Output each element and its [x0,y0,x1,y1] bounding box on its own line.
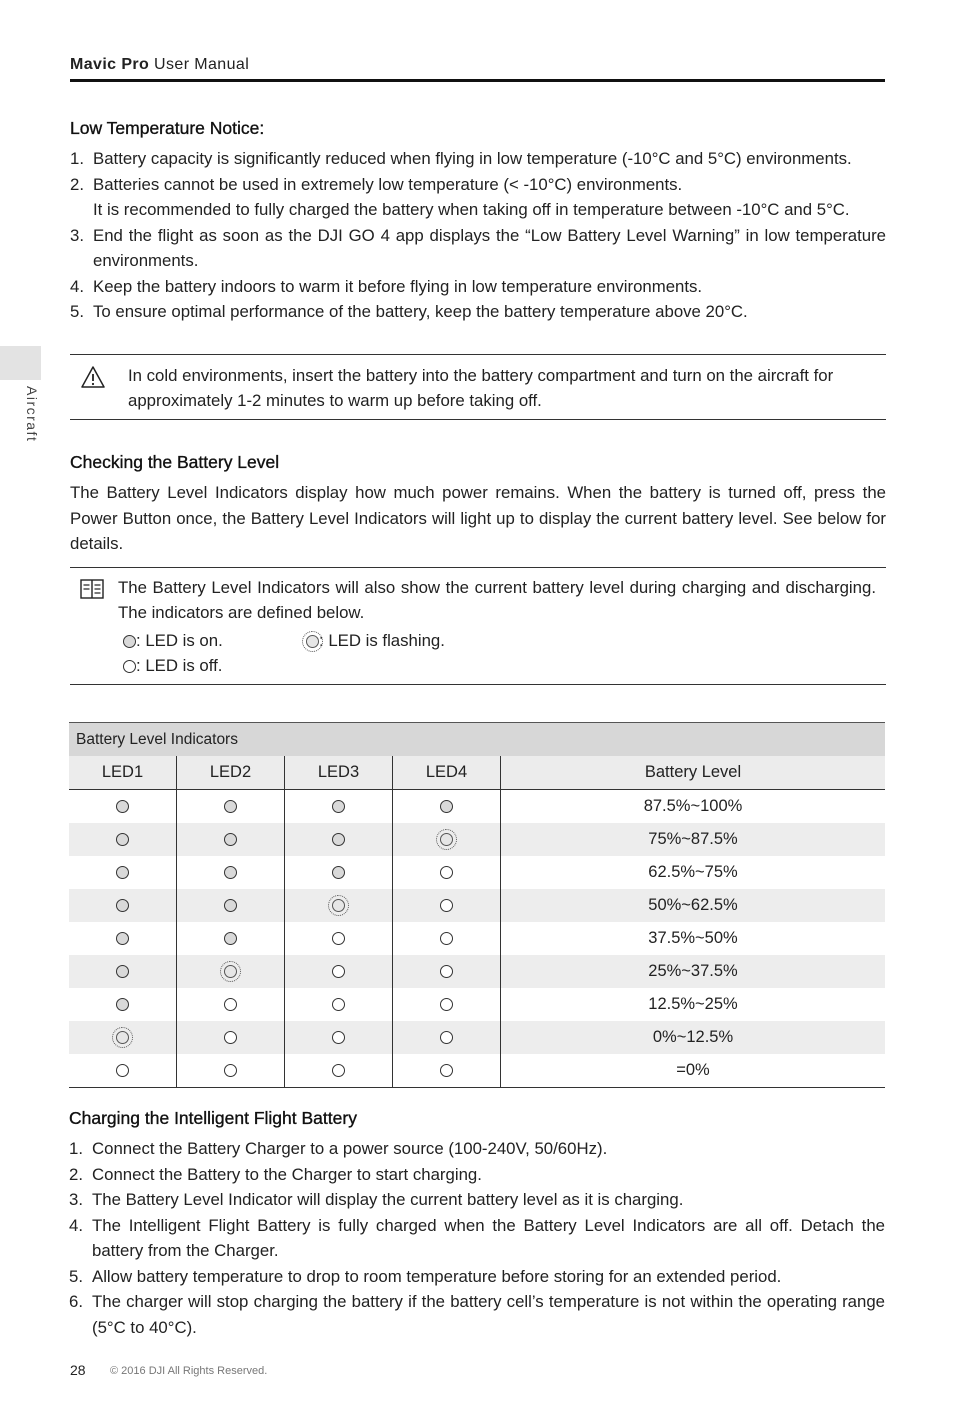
copyright: © 2016 DJI All Rights Reserved. [110,1365,268,1377]
led-cell [393,790,501,824]
led-cell [393,1021,501,1054]
legend-on [123,631,223,651]
led-cell [69,823,177,856]
list-number: 2. [69,1164,83,1184]
warning-text: In cold environments, insert the battery into the battery compartment and turn on the aircraft for approximately 1-2 minutes to warm up before taking off. [128,366,834,410]
list-item [69,1289,885,1340]
led-cell [69,955,177,988]
led-on-icon [116,899,129,912]
list-number: 5. [69,1266,83,1286]
list-item [70,146,886,172]
list-number: 5. [70,302,84,321]
legend-on-label: : LED is on. [136,631,223,650]
led-cell [393,922,501,955]
led-on-icon [116,932,129,945]
list-item [70,223,886,274]
list-number: 2. [70,174,84,194]
low-temp-heading: Low Temperature Notice: [70,118,265,138]
led-cell [393,988,501,1021]
led-cell [285,1054,393,1088]
table-caption: Battery Level Indicators [69,723,885,757]
led-off-icon [332,965,345,978]
led-off-icon [224,998,237,1011]
led-on-icon [123,635,136,648]
led-on-icon [116,866,129,879]
led-cell [69,889,177,922]
header-led2: LED2 [177,756,285,790]
led-flash-icon [332,899,345,912]
header-led3: LED3 [285,756,393,790]
table-row [69,1054,885,1088]
table-row [69,922,885,955]
led-off-icon [440,932,453,945]
led-cell [285,988,393,1021]
brand-name: Mavic Pro [70,56,150,73]
header-led1: LED1 [69,756,177,790]
led-cell [285,889,393,922]
led-off-icon [116,1064,129,1077]
led-off-icon [440,866,453,879]
battery-level-table [69,722,885,1088]
list-number: 4. [70,276,84,296]
led-flash-icon [116,1031,129,1044]
page-footer [70,1362,268,1378]
list-text: Connect the Battery to the Charger to start charging. [92,1164,482,1184]
header-battery-level: Battery Level [501,756,886,790]
table-row [69,856,885,889]
led-cell [177,1021,285,1054]
charging-heading: Charging the Intelligent Flight Battery [69,1108,357,1128]
list-text: The Intelligent Flight Battery is fully charged when the Battery Level Indicators are all off. Detach the battery from the Charger. [92,1215,885,1260]
led-off-icon [224,1031,237,1044]
led-cell [285,955,393,988]
led-flash-icon [224,965,237,978]
list-text: The Battery Level Indicator will display the current battery level as it is charging. [92,1190,684,1209]
table-row [69,889,885,922]
led-off-icon [440,1064,453,1077]
led-cell [393,889,501,922]
battery-level-value: 0%~12.5% [501,1021,886,1054]
led-off-icon [440,965,453,978]
list-item [70,274,886,300]
led-on-icon [332,800,345,813]
led-cell [177,823,285,856]
battery-level-value: =0% [501,1054,886,1088]
battery-level-value: 37.5%~50% [648,929,738,947]
warning-notice [70,354,886,420]
led-cell [69,988,177,1021]
led-cell [393,856,501,889]
legend-off-label: : LED is off. [136,656,223,675]
led-off-icon [332,998,345,1011]
table-row [69,823,885,856]
led-cell [393,823,501,856]
header-led4: LED4 [393,756,501,790]
led-cell [393,1054,501,1088]
led-off-icon [332,1031,345,1044]
table-row [69,1021,885,1054]
list-number: 6. [69,1292,83,1311]
led-cell [177,922,285,955]
list-number: 3. [69,1190,83,1209]
led-off-icon [332,932,345,945]
battery-level-value: 62.5%~75% [648,863,738,881]
led-cell [69,1054,177,1088]
list-text: The charger will stop charging the battery if the battery cell’s temperature is not within the operating range (5°C to 40°C). [92,1292,885,1337]
led-on-icon [440,800,453,813]
list-text: Batteries cannot be used in extremely low temperature (< -10°C) environments. [93,174,683,194]
list-text: To ensure optimal performance of the battery, keep the battery temperature above 20°C. [93,302,748,321]
led-cell [285,922,393,955]
led-cell [177,790,285,824]
low-temp-list [70,146,886,325]
list-item [69,1136,885,1162]
legend-flash-label: : LED is flashing. [319,631,445,650]
led-off-icon [123,660,136,673]
battery-level-value: 50%~62.5% [501,889,886,922]
battery-level-value: 87.5%~100% [643,797,743,815]
led-flashing-icon [306,635,319,648]
led-on-icon [116,800,129,813]
list-text: Connect the Battery Charger to a power source (100-240V, 50/60Hz). [92,1139,608,1158]
table-row [69,988,885,1021]
led-cell [285,1021,393,1054]
led-on-icon [332,833,345,846]
list-number: 1. [70,149,84,168]
led-on-icon [224,833,237,846]
battery-level-value: 12.5%~25% [648,995,738,1013]
led-cell [393,955,501,988]
led-cell [177,1054,285,1088]
led-on-icon [224,899,237,912]
legend-off [123,656,222,676]
list-number: 3. [70,225,84,245]
table-header-row [69,756,885,790]
list-text: End the flight as soon as the DJI GO 4 app displays the “Low Battery Level Warning” in low temperature environments. [93,225,886,270]
battery-level-value: 75%~87.5% [501,823,886,856]
led-on-icon [116,965,129,978]
note-book-icon [80,579,104,606]
list-item [69,1264,885,1290]
table-row [69,955,885,988]
side-tab-label: Aircraft [24,386,40,443]
led-cell [69,790,177,824]
manual-title: User Manual [154,56,250,73]
led-off-icon [440,1031,453,1044]
led-cell [177,889,285,922]
led-cell [69,922,177,955]
led-cell [285,856,393,889]
battery-level-value: 25%~37.5% [501,955,886,988]
checking-paragraph: The Battery Level Indicators display how much power remains. When the battery is turned off, press the Power Button once, the Battery Level Indicators will light up to display the current battery level. See below for details. [70,483,886,553]
led-cell [177,856,285,889]
list-text: Allow battery temperature to drop to room temperature before storing for an extended period. [92,1266,782,1286]
led-on-icon [224,800,237,813]
led-cell [69,856,177,889]
legend-flash [306,631,445,651]
list-text-continued: It is recommended to fully charged the battery when taking off in temperature between -10°C and 5°C. [93,200,850,219]
list-item [70,172,886,223]
led-cell [177,988,285,1021]
list-item [69,1162,885,1188]
list-item [70,299,886,325]
led-cell [285,790,393,824]
list-text: Battery capacity is significantly reduced when flying in low temperature (-10°C and 5°C) environments. [93,149,852,168]
led-flash-icon [440,833,453,846]
led-off-icon [332,1064,345,1077]
page-header [70,56,885,82]
charging-list [69,1136,885,1340]
page-number: 28 [70,1362,86,1378]
list-number: 1. [69,1139,83,1158]
note-text: The Battery Level Indicators will also show the current battery level during charging and discharging. The indicators are defined below. [118,578,876,622]
led-cell [285,823,393,856]
led-on-icon [224,932,237,945]
led-on-icon [332,866,345,879]
list-number: 4. [69,1215,83,1235]
led-on-icon [116,833,129,846]
led-off-icon [224,1064,237,1077]
list-item [69,1213,885,1264]
led-off-icon [440,998,453,1011]
led-on-icon [116,998,129,1011]
led-cell [177,955,285,988]
warning-icon [80,365,106,396]
led-cell [69,1021,177,1054]
list-item [69,1187,885,1213]
list-text: Keep the battery indoors to warm it before flying in low temperature environments. [93,276,703,296]
checking-heading: Checking the Battery Level [70,452,280,472]
table-row [69,790,885,824]
led-on-icon [224,866,237,879]
side-tab-marker [0,346,41,380]
led-off-icon [440,899,453,912]
